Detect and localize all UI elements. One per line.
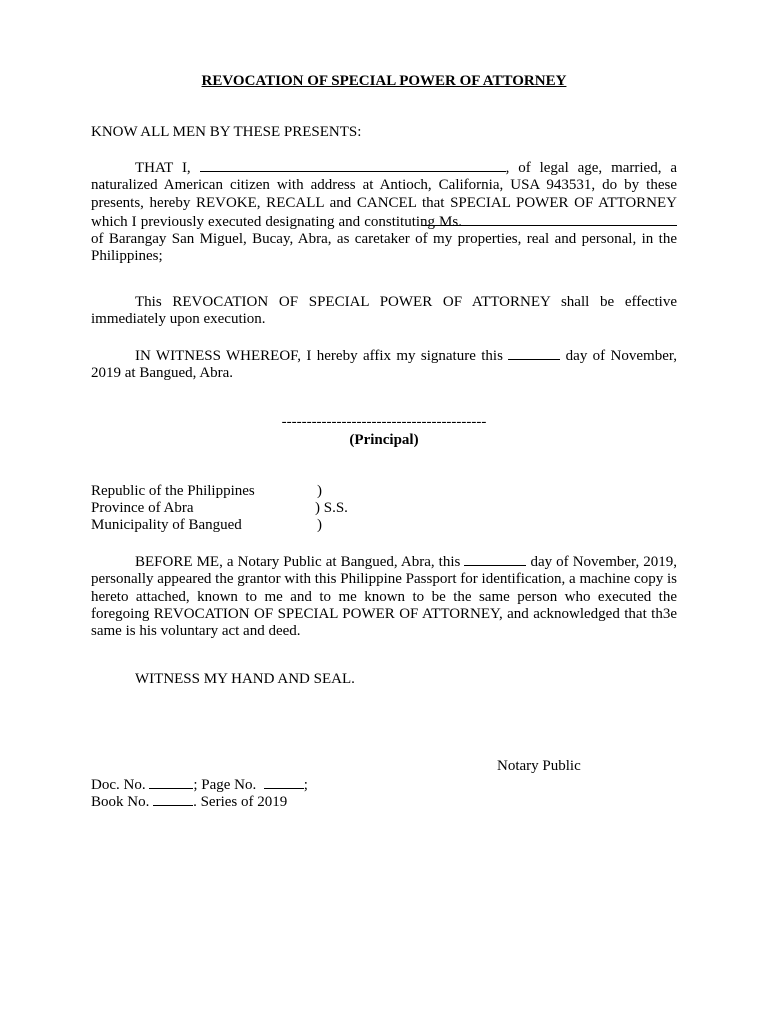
venue-municipality: Municipality of Bangued <box>91 517 242 533</box>
paragraph-acknowledgment <box>91 552 677 640</box>
book-no-label: Book No. <box>91 794 150 810</box>
book-series-line <box>91 792 287 811</box>
name-blank <box>200 158 506 172</box>
day-blank <box>508 346 560 360</box>
p3-lead: IN WITNESS WHEREOF, I hereby affix my signature this <box>135 348 503 364</box>
book-no-blank <box>153 792 193 806</box>
series-label: . Series of 2019 <box>193 794 288 810</box>
paragraph-grant-revocation <box>91 158 677 266</box>
doc-no-label: Doc. No. <box>91 777 146 793</box>
notary-public-label: Notary Public <box>497 758 581 774</box>
document-page <box>91 0 677 1024</box>
p3-tail: day of November, 2019 at Bangued, Abra. <box>91 348 678 382</box>
ack-day-blank <box>464 552 526 566</box>
signature-line: ----------------------------------------- <box>281 414 487 430</box>
p4-lead: BEFORE ME, a Notary Public at Bangued, Abra, this <box>135 554 461 570</box>
venue-country: Republic of the Philippines <box>91 483 255 499</box>
venue-province: Province of Abra <box>91 500 194 516</box>
intro-line: KNOW ALL MEN BY THESE PRESENTS: <box>91 124 362 140</box>
paragraph-in-witness <box>91 346 677 383</box>
p1-lead: THAT I, <box>135 160 191 176</box>
p1-body: , of legal age, married, a naturalized American citizen with address at Antioch, California, USA 943531, do by these presents, hereby REVOKE, RECALL and CANCEL that SPECIAL POWER OF ATTORNEY which I previously executed designating and constituting Ms. <box>91 160 677 230</box>
document-title: REVOCATION OF SPECIAL POWER OF ATTORNEY <box>201 73 567 89</box>
venue-bracket-1: ) <box>317 483 322 499</box>
paragraph-effectivity: This REVOCATION OF SPECIAL POWER OF ATTORNEY shall be effective immediately upon execution. <box>91 294 677 328</box>
principal-label: (Principal) <box>349 432 419 448</box>
doc-no-blank <box>149 775 193 789</box>
p1-tail: of Barangay San Miguel, Bucay, Abra, as caretaker of my properties, real and personal, in the Philippines; <box>91 231 677 265</box>
attorney-name-blank <box>422 212 677 226</box>
witness-line: WITNESS MY HAND AND SEAL. <box>135 671 355 687</box>
venue-bracket-ss: ) S.S. <box>315 500 348 516</box>
doc-line-end: ; <box>303 777 308 793</box>
page-no-blank <box>264 775 304 789</box>
p4-tail: day of November, 2019, personally appeared the grantor with this Philippine Passport for identification, a machine copy is hereto attached, known to me and to me known to be the same person who executed the foregoing REVOCATION OF SPECIAL POWER OF ATTORNEY, and acknowledged that th3e same is his voluntary act and deed. <box>91 554 677 640</box>
page-no-label: ; Page No. <box>193 777 257 793</box>
venue-bracket-3: ) <box>317 517 322 533</box>
